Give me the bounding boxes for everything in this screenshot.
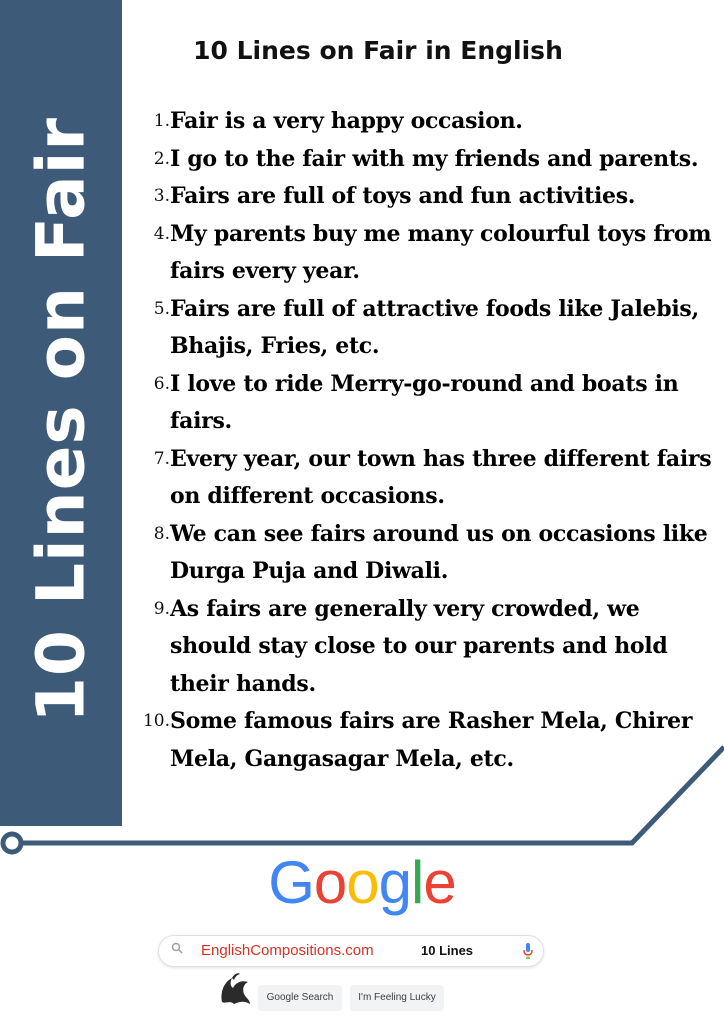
list-item [130,366,715,441]
list-number: 7. [153,448,170,469]
list-text: Fairs are full of toys and fun activities. [170,183,636,209]
mic-icon[interactable] [523,943,533,964]
logo-letter: e [423,849,456,916]
list-text: My parents buy me many colourful toys from fairs every year. [170,220,712,284]
logo-letter: o [313,849,347,916]
list-number: 2. [153,148,170,169]
logo-letter: g [378,849,412,916]
list-item [130,516,715,591]
list-number: 1. [153,111,170,131]
logo-letter: G [268,849,314,916]
list-item [130,591,715,704]
list-item [130,291,715,366]
lines-list [130,103,715,778]
feeling-lucky-button[interactable]: I'm Feeling Lucky [350,985,444,1011]
list-text: We can see fairs around us on occasions like Durga Puja and Diwali. [170,520,708,584]
list-text: Every year, our town has three different fairs on different occasions. [170,445,712,509]
list-number: 6. [153,373,170,394]
list-number: 4. [153,223,170,244]
search-input[interactable] [158,935,544,967]
list-item [130,103,715,141]
list-text: As fairs are generally very crowded, we should stay close to our parents and hold their hands. [170,595,668,697]
list-number: 5. [153,298,170,319]
list-text: Fair is a very happy occasion. [170,108,523,134]
side-title: 10 Lines on Fair [22,117,100,723]
list-number: 10. [142,711,170,731]
list-text: I love to ride Merry-go-round and boats in fairs. [170,370,679,434]
list-number: 3. [153,186,170,206]
bird-icon [218,972,252,1008]
list-text: I go to the fair with my friends and parents. [170,145,699,172]
search-site-text: EnglishCompositions.com [201,942,374,959]
page-heading: 10 Lines on Fair in English [193,36,563,65]
list-item [130,141,715,179]
list-number: 9. [153,598,170,619]
decorative-line [0,735,724,855]
list-item [130,178,715,216]
list-item [130,216,715,291]
logo-letter: o [346,849,379,916]
google-logo [0,848,724,917]
list-number: 8. [153,523,170,544]
list-text: Some famous fairs are Rasher Mela, Chirer Mela, Gangasagar Mela, etc. [170,708,693,772]
search-query-text: 10 Lines [421,943,474,958]
list-text: Fairs are full of attractive foods like Jalebis, Bhajis, Fries, etc. [170,295,699,359]
google-search-button[interactable]: Google Search [258,985,342,1011]
side-banner [0,0,122,826]
logo-letter: l [411,849,424,916]
list-item [130,441,715,516]
search-icon [171,942,183,957]
